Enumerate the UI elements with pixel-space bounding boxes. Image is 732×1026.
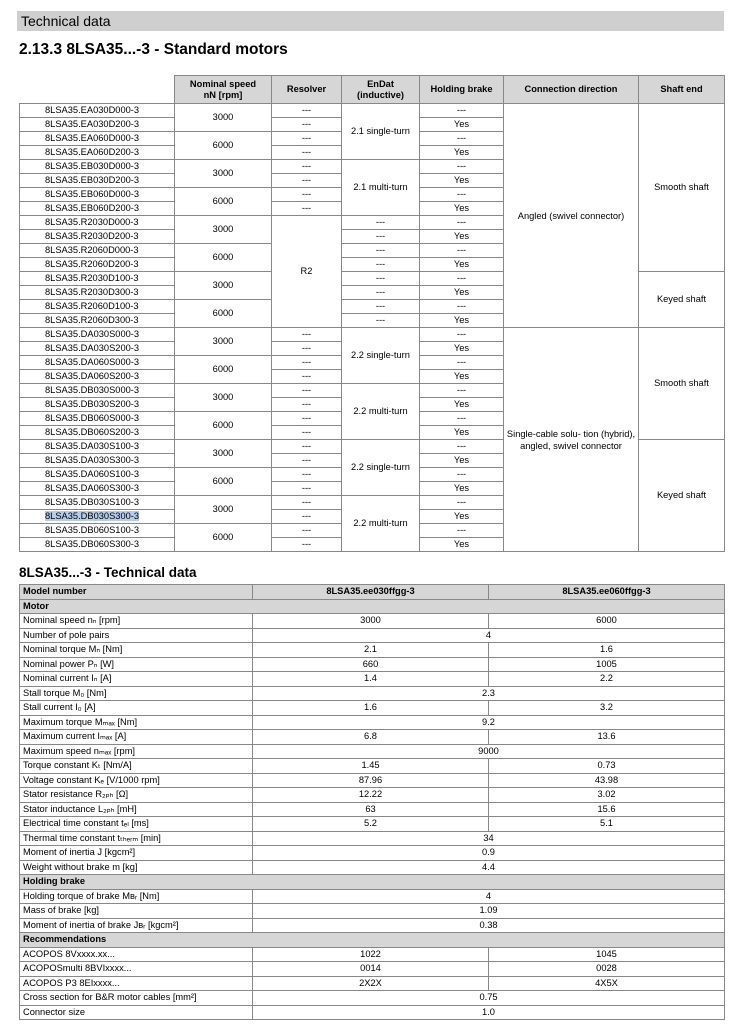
parameter-label: Mass of brake [kg] xyxy=(20,904,253,919)
holding-brake: --- xyxy=(420,244,504,258)
model-number xyxy=(20,342,175,356)
parameter-value: 2X2X xyxy=(253,976,489,991)
holding-brake: Yes xyxy=(420,174,504,188)
nominal-speed: 6000 xyxy=(175,356,272,384)
parameter-value: 2.3 xyxy=(253,686,725,701)
tech-data-row xyxy=(20,628,725,643)
resolver: --- xyxy=(272,524,342,538)
parameter-value: 4.4 xyxy=(253,860,725,875)
tech-data-row xyxy=(20,976,725,991)
tech-data-row xyxy=(20,686,725,701)
parameter-label: Stator resistance R₂ₚₕ [Ω] xyxy=(20,788,253,803)
parameter-value: 6.8 xyxy=(253,730,489,745)
holding-brake: --- xyxy=(420,524,504,538)
endat: --- xyxy=(342,216,420,230)
nominal-speed: 6000 xyxy=(175,300,272,328)
model-number-text: 8LSA35.EA030D200-3 xyxy=(45,119,140,129)
model-number xyxy=(20,160,175,174)
parameter-value: 15.6 xyxy=(489,802,725,817)
section-label: Holding brake xyxy=(20,875,725,890)
model-number-text: 8LSA35.R2060D100-3 xyxy=(45,301,139,311)
parameter-value: 1.0 xyxy=(253,1005,725,1020)
shaft-end: Keyed shaft xyxy=(639,440,725,552)
model-number xyxy=(20,188,175,202)
model-number xyxy=(20,426,175,440)
parameter-label: ACOPOSmulti 8BVIxxxx... xyxy=(20,962,253,977)
endat: --- xyxy=(342,286,420,300)
resolver: --- xyxy=(272,356,342,370)
holding-brake: Yes xyxy=(420,398,504,412)
resolver: --- xyxy=(272,188,342,202)
resolver: --- xyxy=(272,496,342,510)
page-header: Technical data xyxy=(17,11,724,31)
model-number-text: 8LSA35.R2060D000-3 xyxy=(45,245,139,255)
tech-section-row xyxy=(20,933,725,948)
model-number-text: 8LSA35.R2060D200-3 xyxy=(45,259,139,269)
resolver: --- xyxy=(272,538,342,552)
parameter-label: Thermal time constant tₜₕₑᵣₘ [min] xyxy=(20,831,253,846)
parameter-value: 9000 xyxy=(253,744,725,759)
parameter-label: Maximum current Iₘₐₓ [A] xyxy=(20,730,253,745)
parameter-label: Nominal torque Mₙ [Nm] xyxy=(20,643,253,658)
parameter-label: Voltage constant Kₑ [V/1000 rpm] xyxy=(20,773,253,788)
parameter-value: 660 xyxy=(253,657,489,672)
tech-data-row xyxy=(20,643,725,658)
tech-data-row xyxy=(20,802,725,817)
nominal-speed: 3000 xyxy=(175,272,272,300)
parameter-value: 0.73 xyxy=(489,759,725,774)
nominal-speed: 3000 xyxy=(175,496,272,524)
parameter-value: 5.2 xyxy=(253,817,489,832)
resolver: --- xyxy=(272,412,342,426)
model-number-text: 8LSA35.DB030S100-3 xyxy=(45,497,140,507)
parameter-value: 3.2 xyxy=(489,701,725,716)
endat-column-header: EnDat (inductive) xyxy=(342,76,420,104)
tech-data-row xyxy=(20,759,725,774)
resolver: --- xyxy=(272,132,342,146)
tech-data-row xyxy=(20,672,725,687)
model-number xyxy=(20,524,175,538)
resolver-column-header: Resolver xyxy=(272,76,342,104)
model-number-text: 8LSA35.DA060S100-3 xyxy=(45,469,140,479)
holding-brake-column-header: Holding brake xyxy=(420,76,504,104)
holding-brake: Yes xyxy=(420,370,504,384)
holding-brake: Yes xyxy=(420,510,504,524)
endat: --- xyxy=(342,300,420,314)
nominal-speed: 6000 xyxy=(175,468,272,496)
holding-brake: --- xyxy=(420,216,504,230)
holding-brake: --- xyxy=(420,160,504,174)
model-number xyxy=(20,300,175,314)
endat: --- xyxy=(342,244,420,258)
parameter-value: 1.4 xyxy=(253,672,489,687)
model-number xyxy=(20,244,175,258)
model-number xyxy=(20,104,175,118)
tech-data-row xyxy=(20,889,725,904)
motors-body xyxy=(20,104,725,552)
nominal-speed-column-header: Nominal speed nN [rpm] xyxy=(175,76,272,104)
motors-table xyxy=(19,75,725,552)
endat: --- xyxy=(342,230,420,244)
holding-brake: --- xyxy=(420,188,504,202)
resolver: --- xyxy=(272,398,342,412)
model-number-text: 8LSA35.EB030D200-3 xyxy=(45,175,140,185)
holding-brake: Yes xyxy=(420,258,504,272)
parameter-value: 1.6 xyxy=(253,701,489,716)
model-number xyxy=(20,356,175,370)
parameter-label: Nominal power Pₙ [W] xyxy=(20,657,253,672)
connection-direction: Single-cable solu- tion (hybrid), angled, swivel connector xyxy=(504,328,639,552)
holding-brake: --- xyxy=(420,104,504,118)
model-number xyxy=(20,510,175,524)
nominal-speed: 6000 xyxy=(175,188,272,216)
model-number xyxy=(20,370,175,384)
holding-brake: --- xyxy=(420,412,504,426)
parameter-value: 4 xyxy=(253,889,725,904)
model-number xyxy=(20,468,175,482)
model-number xyxy=(20,146,175,160)
resolver: --- xyxy=(272,426,342,440)
parameter-label: Stall current I₀ [A] xyxy=(20,701,253,716)
parameter-value: 34 xyxy=(253,831,725,846)
tech-data-row xyxy=(20,657,725,672)
resolver: --- xyxy=(272,482,342,496)
parameter-label: Torque constant Kₜ [Nm/A] xyxy=(20,759,253,774)
parameter-label: Cross section for B&R motor cables [mm²] xyxy=(20,991,253,1006)
section-label: Motor xyxy=(20,599,725,614)
nominal-speed: 6000 xyxy=(175,132,272,160)
shaft-end-column-header: Shaft end xyxy=(639,76,725,104)
parameter-label: Maximum speed nₘₐₓ [rpm] xyxy=(20,744,253,759)
tech-data-row xyxy=(20,1005,725,1020)
model-number-text: 8LSA35.DB060S100-3 xyxy=(45,525,140,535)
parameter-value: 4X5X xyxy=(489,976,725,991)
holding-brake: Yes xyxy=(420,230,504,244)
holding-brake: --- xyxy=(420,328,504,342)
holding-brake: Yes xyxy=(420,286,504,300)
parameter-value: 4 xyxy=(253,628,725,643)
endat: 2.2 multi-turn xyxy=(342,496,420,552)
parameter-label: Moment of inertia of brake Jʙᵣ [kgcm²] xyxy=(20,918,253,933)
tech-data-row xyxy=(20,860,725,875)
parameter-value: 0014 xyxy=(253,962,489,977)
holding-brake: Yes xyxy=(420,482,504,496)
model-number xyxy=(20,440,175,454)
model-number-text: 8LSA35.R2030D000-3 xyxy=(45,217,139,227)
parameter-value: 0.9 xyxy=(253,846,725,861)
model-number xyxy=(20,202,175,216)
holding-brake: Yes xyxy=(420,146,504,160)
model-number xyxy=(20,216,175,230)
resolver: --- xyxy=(272,440,342,454)
tech-data-row xyxy=(20,730,725,745)
section-title: 2.13.3 8LSA35...-3 - Standard motors xyxy=(19,41,288,58)
nominal-speed: 6000 xyxy=(175,244,272,272)
model-number xyxy=(20,258,175,272)
parameter-label: Maximum torque Mₘₐₓ [Nm] xyxy=(20,715,253,730)
holding-brake: --- xyxy=(420,300,504,314)
model-number xyxy=(20,132,175,146)
tech-data-row xyxy=(20,614,725,629)
model-number xyxy=(20,328,175,342)
model-number-text: 8LSA35.EA060D000-3 xyxy=(45,133,140,143)
resolver: --- xyxy=(272,104,342,118)
model-number-text: 8LSA35.EB030D000-3 xyxy=(45,161,140,171)
parameter-value: 87.96 xyxy=(253,773,489,788)
parameter-value: 0.75 xyxy=(253,991,725,1006)
tech-data-body xyxy=(20,585,725,1020)
model-number xyxy=(20,384,175,398)
model-030-header: 8LSA35.ee030ffgg-3 xyxy=(253,585,489,600)
parameter-value: 1.6 xyxy=(489,643,725,658)
parameter-value: 1022 xyxy=(253,947,489,962)
model-number-text: 8LSA35.EA060D200-3 xyxy=(45,147,140,157)
holding-brake: --- xyxy=(420,356,504,370)
holding-brake: --- xyxy=(420,272,504,286)
parameter-label: Connector size xyxy=(20,1005,253,1020)
connection-direction: Angled (swivel connector) xyxy=(504,104,639,328)
model-number xyxy=(20,314,175,328)
parameter-value: 9.2 xyxy=(253,715,725,730)
model-number xyxy=(20,454,175,468)
tech-data-row xyxy=(20,715,725,730)
parameter-value: 5.1 xyxy=(489,817,725,832)
shaft-end: Smooth shaft xyxy=(639,328,725,440)
model-number xyxy=(20,412,175,426)
tech-section-row xyxy=(20,875,725,890)
model-number xyxy=(20,174,175,188)
model-number-text: 8LSA35.DB030S300-3 xyxy=(45,511,140,521)
holding-brake: --- xyxy=(420,440,504,454)
model-number-text: 8LSA35.R2030D300-3 xyxy=(45,287,139,297)
model-number-text: 8LSA35.EA030D000-3 xyxy=(45,105,140,115)
model-number xyxy=(20,118,175,132)
holding-brake: --- xyxy=(420,384,504,398)
holding-brake: Yes xyxy=(420,314,504,328)
resolver: --- xyxy=(272,370,342,384)
endat: 2.2 single-turn xyxy=(342,328,420,384)
tech-data-row xyxy=(20,773,725,788)
tech-data-row xyxy=(20,846,725,861)
model-number xyxy=(20,272,175,286)
tech-data-row xyxy=(20,744,725,759)
resolver: --- xyxy=(272,174,342,188)
nominal-speed: 3000 xyxy=(175,440,272,468)
tech-data-row xyxy=(20,962,725,977)
tech-data-row xyxy=(20,904,725,919)
parameter-value: 0.38 xyxy=(253,918,725,933)
model-number xyxy=(20,496,175,510)
holding-brake: Yes xyxy=(420,202,504,216)
parameter-label: ACOPOS 8Vxxxx.xx... xyxy=(20,947,253,962)
tech-data-title: 8LSA35...-3 - Technical data xyxy=(19,565,197,580)
endat: --- xyxy=(342,272,420,286)
motor-row xyxy=(20,104,725,118)
model-number-text: 8LSA35.DB030S200-3 xyxy=(45,399,140,409)
parameter-value: 63 xyxy=(253,802,489,817)
nominal-speed: 3000 xyxy=(175,384,272,412)
nominal-speed: 6000 xyxy=(175,524,272,552)
parameter-label: Electrical time constant tₑₗ [ms] xyxy=(20,817,253,832)
model-number-text: 8LSA35.DB060S200-3 xyxy=(45,427,140,437)
holding-brake: --- xyxy=(420,468,504,482)
nominal-speed: 3000 xyxy=(175,104,272,132)
nominal-speed: 3000 xyxy=(175,160,272,188)
model-number-label: Model number xyxy=(20,585,253,600)
parameter-value: 3000 xyxy=(253,614,489,629)
endat: 2.1 single-turn xyxy=(342,104,420,160)
model-number-text: 8LSA35.R2060D300-3 xyxy=(45,315,139,325)
model-number xyxy=(20,286,175,300)
nominal-speed: 6000 xyxy=(175,412,272,440)
resolver: R2 xyxy=(272,216,342,328)
resolver: --- xyxy=(272,342,342,356)
resolver: --- xyxy=(272,202,342,216)
parameter-label: ACOPOS P3 8EIxxxx... xyxy=(20,976,253,991)
parameter-value: 1.09 xyxy=(253,904,725,919)
parameter-value: 12.22 xyxy=(253,788,489,803)
tech-header-row xyxy=(20,585,725,600)
tech-data-row xyxy=(20,831,725,846)
holding-brake: --- xyxy=(420,496,504,510)
model-number xyxy=(20,398,175,412)
motor-row xyxy=(20,328,725,342)
tech-data-row xyxy=(20,991,725,1006)
model-number-text: 8LSA35.DB060S000-3 xyxy=(45,413,140,423)
parameter-label: Stator inductance L₂ₚₕ [mH] xyxy=(20,802,253,817)
parameter-label: Stall torque M₀ [Nm] xyxy=(20,686,253,701)
tech-data-row xyxy=(20,817,725,832)
model-number-text: 8LSA35.R2030D100-3 xyxy=(45,273,139,283)
model-number xyxy=(20,230,175,244)
holding-brake: Yes xyxy=(420,538,504,552)
model-number-text: 8LSA35.DA060S000-3 xyxy=(45,357,140,367)
resolver: --- xyxy=(272,510,342,524)
model-number-text: 8LSA35.DA060S300-3 xyxy=(45,483,140,493)
holding-brake: Yes xyxy=(420,342,504,356)
resolver: --- xyxy=(272,328,342,342)
holding-brake: Yes xyxy=(420,426,504,440)
connection-direction-column-header: Connection direction xyxy=(504,76,639,104)
parameter-value: 1005 xyxy=(489,657,725,672)
holding-brake: --- xyxy=(420,132,504,146)
parameter-value: 1.45 xyxy=(253,759,489,774)
parameter-label: Nominal speed nₙ [rpm] xyxy=(20,614,253,629)
model-number-text: 8LSA35.R2030D200-3 xyxy=(45,231,139,241)
parameter-value: 2.2 xyxy=(489,672,725,687)
endat: 2.1 multi-turn xyxy=(342,160,420,216)
model-number-text: 8LSA35.DA030S200-3 xyxy=(45,343,140,353)
model-number-text: 8LSA35.DB030S000-3 xyxy=(45,385,140,395)
parameter-value: 0028 xyxy=(489,962,725,977)
endat: 2.2 multi-turn xyxy=(342,384,420,440)
section-label: Recommendations xyxy=(20,933,725,948)
resolver: --- xyxy=(272,468,342,482)
model-060-header: 8LSA35.ee060ffgg-3 xyxy=(489,585,725,600)
model-number-text: 8LSA35.DA030S100-3 xyxy=(45,441,140,451)
model-number-text: 8LSA35.EB060D000-3 xyxy=(45,189,140,199)
model-number xyxy=(20,538,175,552)
shaft-end: Smooth shaft xyxy=(639,104,725,272)
parameter-label: Weight without brake m [kg] xyxy=(20,860,253,875)
tech-data-table xyxy=(19,584,725,1020)
motors-header-row xyxy=(20,76,725,104)
parameter-value: 1045 xyxy=(489,947,725,962)
parameter-label: Number of pole pairs xyxy=(20,628,253,643)
model-number-text: 8LSA35.EB060D200-3 xyxy=(45,203,140,213)
model-number xyxy=(20,482,175,496)
resolver: --- xyxy=(272,160,342,174)
tech-data-row xyxy=(20,947,725,962)
parameter-value: 3.02 xyxy=(489,788,725,803)
parameter-value: 6000 xyxy=(489,614,725,629)
parameter-value: 13.6 xyxy=(489,730,725,745)
holding-brake: Yes xyxy=(420,118,504,132)
endat: --- xyxy=(342,314,420,328)
parameter-label: Holding torque of brake Mʙᵣ [Nm] xyxy=(20,889,253,904)
nominal-speed: 3000 xyxy=(175,216,272,244)
resolver: --- xyxy=(272,454,342,468)
parameter-value: 2.1 xyxy=(253,643,489,658)
endat: 2.2 single-turn xyxy=(342,440,420,496)
tech-data-row xyxy=(20,788,725,803)
model-number-text: 8LSA35.DA030S300-3 xyxy=(45,455,140,465)
tech-data-row xyxy=(20,918,725,933)
resolver: --- xyxy=(272,384,342,398)
parameter-value: 43.98 xyxy=(489,773,725,788)
resolver: --- xyxy=(272,118,342,132)
resolver: --- xyxy=(272,146,342,160)
shaft-end: Keyed shaft xyxy=(639,272,725,328)
holding-brake: Yes xyxy=(420,454,504,468)
tech-data-row xyxy=(20,701,725,716)
model-number-text: 8LSA35.DA060S200-3 xyxy=(45,371,140,381)
model-number-text: 8LSA35.DA030S000-3 xyxy=(45,329,140,339)
nominal-speed: 3000 xyxy=(175,328,272,356)
parameter-label: Moment of inertia J [kgcm²] xyxy=(20,846,253,861)
parameter-label: Nominal current Iₙ [A] xyxy=(20,672,253,687)
tech-section-row xyxy=(20,599,725,614)
model-number-text: 8LSA35.DB060S300-3 xyxy=(45,539,140,549)
endat: --- xyxy=(342,258,420,272)
model-column-header xyxy=(20,76,175,104)
